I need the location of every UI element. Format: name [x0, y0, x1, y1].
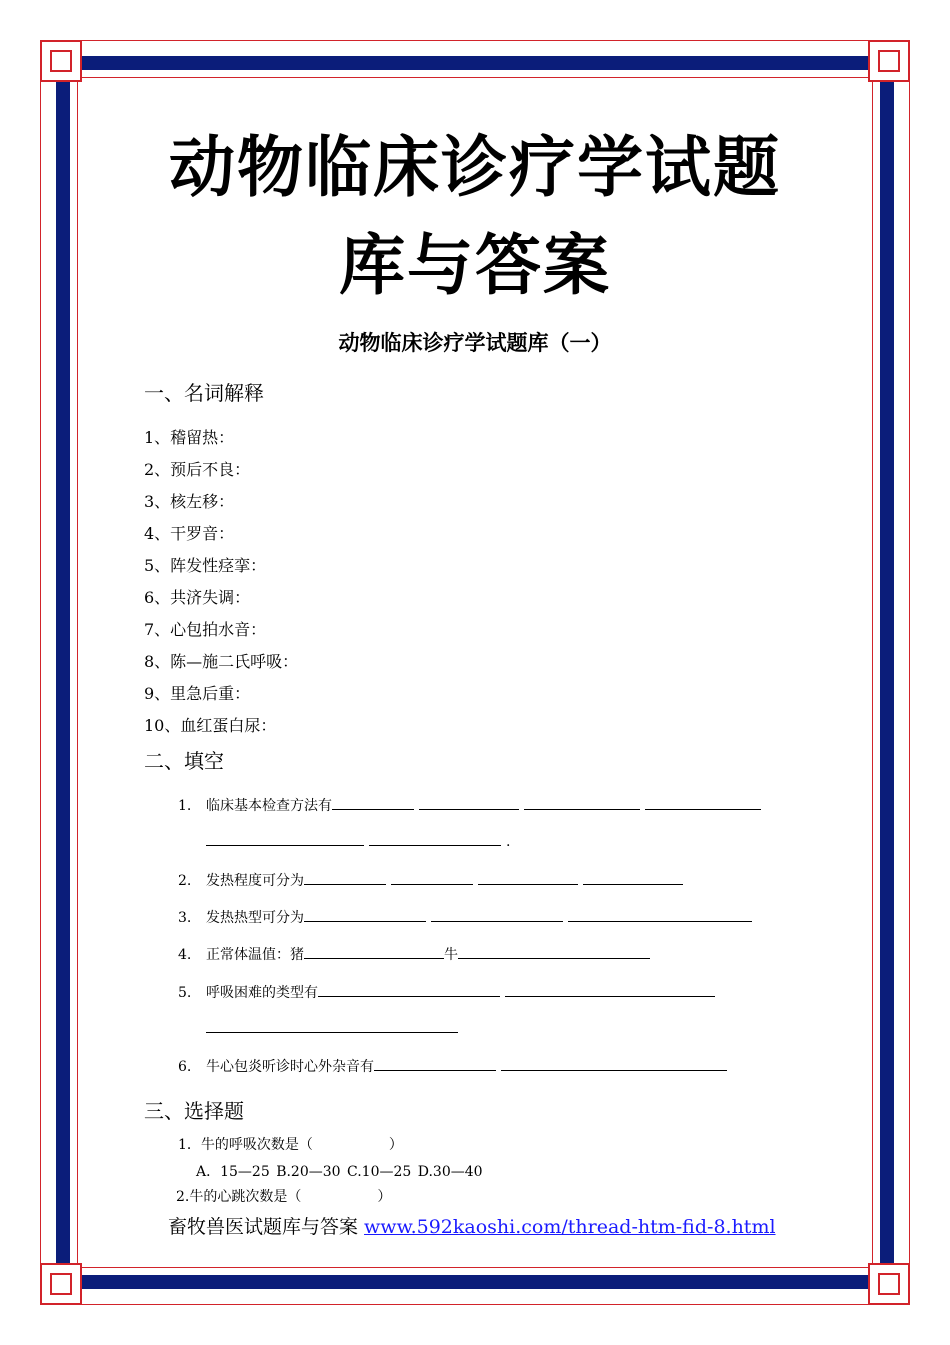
- term-item: 4、干罗音：: [144, 524, 235, 543]
- answer-blank[interactable]: [304, 909, 426, 922]
- answer-blank[interactable]: [524, 797, 640, 810]
- document-subtitle: 动物临床诊疗学试题库（一）: [338, 330, 612, 355]
- fill-question-3: [178, 907, 757, 927]
- term-item: 5、阵发性痉挛：: [144, 556, 267, 575]
- corner-ornament-bottom-left: [40, 1263, 82, 1305]
- answer-blank[interactable]: [332, 797, 414, 810]
- question-number: 2.: [178, 873, 192, 889]
- question-text: 发热热型可分为: [206, 910, 304, 926]
- question-number: 5.: [178, 985, 192, 1001]
- fill-question-5-continued: [206, 1020, 463, 1037]
- corner-ornament-bottom-right: [868, 1263, 910, 1305]
- answer-blank[interactable]: [478, 872, 578, 885]
- corner-ornament-top-right: [868, 40, 910, 82]
- question-number: 4.: [178, 947, 192, 963]
- answer-blank[interactable]: [419, 797, 519, 810]
- footer-label: 畜牧兽医试题库与答案: [168, 1216, 365, 1238]
- answer-blank[interactable]: [206, 1020, 458, 1033]
- term-item: 1、稽留热：: [144, 428, 235, 447]
- question-text: 发热程度可分为: [206, 873, 304, 889]
- term-item: 9、里急后重：: [144, 684, 251, 703]
- question-number: 6.: [178, 1059, 192, 1075]
- answer-blank[interactable]: [374, 1058, 496, 1071]
- term-item: 3、核左移：: [144, 492, 235, 511]
- answer-blank[interactable]: [583, 872, 683, 885]
- footer-link[interactable]: www.592kaoshi.com/thread-htm-fid-8.html: [364, 1216, 776, 1238]
- choice-options: A．15—25 B.20—30 C.10—25 D.30—40: [196, 1164, 483, 1180]
- question-text: 正常体温值：猪: [206, 947, 304, 963]
- question-text-2: 牛: [444, 947, 458, 963]
- question-text: 牛心包炎听诊时心外杂音有: [206, 1059, 374, 1075]
- question-text: 临床基本检查方法有: [206, 798, 332, 814]
- term-item: 10、血红蛋白尿：: [144, 716, 277, 735]
- question-text: 2.牛的心跳次数是（: [176, 1189, 302, 1205]
- question-close: ）: [377, 1189, 392, 1205]
- answer-blank[interactable]: [391, 872, 473, 885]
- question-text: 1．牛的呼吸次数是（: [178, 1137, 313, 1153]
- question-number: 3.: [178, 910, 192, 926]
- question-close: ）: [388, 1137, 403, 1153]
- fill-question-6: [178, 1056, 732, 1076]
- section-heading-terms: 一、名词解释: [144, 381, 264, 405]
- section-heading-choice: 三、选择题: [144, 1099, 244, 1123]
- section-heading-fill-in: 二、填空: [144, 749, 224, 773]
- answer-blank[interactable]: [304, 872, 386, 885]
- fill-question-5: [178, 982, 720, 1002]
- footer: [168, 1212, 776, 1239]
- answer-blank[interactable]: [501, 1058, 727, 1071]
- term-item: 7、心包拍水音：: [144, 620, 267, 639]
- answer-blank[interactable]: [206, 833, 364, 846]
- answer-blank[interactable]: [505, 984, 715, 997]
- choice-question-2: [176, 1186, 391, 1206]
- term-item: 2、预后不良：: [144, 460, 251, 479]
- term-item: 8、陈—施二氏呼吸：: [144, 652, 299, 671]
- corner-ornament-top-left: [40, 40, 82, 82]
- answer-blank[interactable]: [458, 946, 650, 959]
- document-title-line1: 动物临床诊疗学试题: [169, 128, 781, 206]
- question-end: .: [506, 834, 511, 850]
- answer-blank[interactable]: [568, 909, 752, 922]
- document-title-line2: 库与答案: [339, 226, 611, 304]
- question-text: 呼吸困难的类型有: [206, 985, 318, 1001]
- answer-blank[interactable]: [304, 946, 444, 959]
- fill-question-1-continued: [206, 833, 510, 850]
- choice-question-1: [178, 1134, 403, 1154]
- answer-blank[interactable]: [369, 833, 501, 846]
- answer-blank[interactable]: [431, 909, 563, 922]
- fill-question-2: [178, 870, 688, 890]
- question-number: 1.: [178, 798, 192, 814]
- fill-question-1: [178, 795, 766, 815]
- answer-blank[interactable]: [645, 797, 761, 810]
- answer-blank[interactable]: [318, 984, 500, 997]
- fill-question-4: [178, 944, 655, 964]
- term-item: 6、共济失调：: [144, 588, 251, 607]
